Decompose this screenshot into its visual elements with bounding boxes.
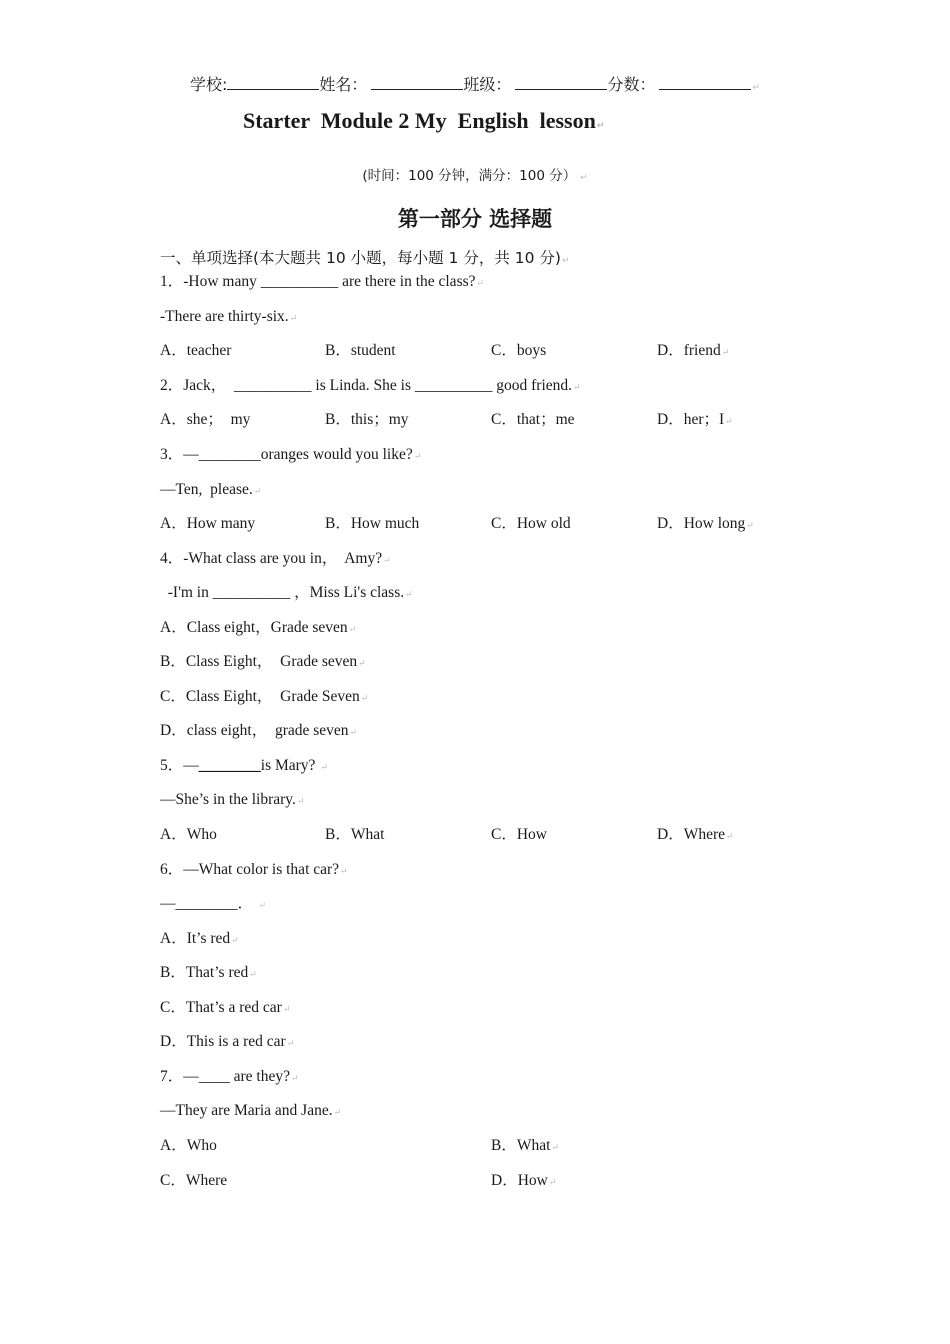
question-2-option-b[interactable]: B．this；my (325, 411, 409, 428)
question-2-option-c[interactable]: C．that；me (491, 411, 575, 428)
question-2-option-d[interactable]: D．her；I↵ (657, 411, 733, 428)
question-7-answer-line: —They are Maria and Jane.↵ (160, 1102, 342, 1119)
question-7-stem: 7．—____ are they?↵ (160, 1068, 299, 1085)
score-label: 分数： (607, 75, 656, 94)
question-4-option-c[interactable]: C．Class Eight， Grade Seven↵ (160, 688, 369, 705)
time-note: (时间：100 分钟，满分：100 分） ↵ (362, 168, 588, 184)
question-1-option-c[interactable]: C．boys (491, 342, 547, 359)
question-3-option-a[interactable]: A．How many (160, 515, 256, 532)
question-3-stem: 3．—________oranges would you like?↵ (160, 446, 422, 463)
question-4-stem: 4．-What class are you in， Amy?↵ (160, 550, 391, 567)
question-5-option-a[interactable]: A．Who (160, 826, 217, 843)
question-3-option-b[interactable]: B．How much (325, 515, 420, 532)
question-3-option-d[interactable]: D．How long↵ (657, 515, 754, 532)
question-3-option-c[interactable]: C．How old (491, 515, 571, 532)
question-5-blank: ________ (198, 757, 261, 774)
question-1-option-d[interactable]: D．friend↵ (657, 342, 730, 359)
question-6-option-c[interactable]: C．That’s a red car↵ (160, 999, 291, 1016)
question-7-option-c[interactable]: C．Where (160, 1172, 228, 1189)
school-label: 学校: (190, 75, 228, 94)
name-blank[interactable] (371, 77, 463, 90)
question-1-stem: 1．-How many __________ are there in the class?↵ (160, 273, 485, 290)
question-4-option-d[interactable]: D．class eight， grade seven↵ (160, 722, 358, 739)
question-4-option-b[interactable]: B．Class Eight， Grade seven↵ (160, 653, 366, 670)
question-4-option-a[interactable]: A．Class eight，Grade seven↵ (160, 619, 357, 636)
question-7-option-d[interactable]: D．How↵ (491, 1172, 557, 1189)
question-2-option-a[interactable]: A．she； my (160, 411, 251, 428)
question-4-answer-line: -I'm in __________ ，Miss Li's class.↵ (160, 584, 413, 601)
question-5-stem: 5．—________is Mary? ↵ (160, 757, 328, 774)
question-2-stem: 2．Jack， __________ is Linda. She is __________ good friend.↵ (160, 377, 581, 394)
question-1-option-a[interactable]: A．teacher (160, 342, 232, 359)
question-5-option-c[interactable]: C．How (491, 826, 547, 843)
question-5-option-d[interactable]: D．Where↵ (657, 826, 734, 843)
question-6-option-a[interactable]: A．It’s red↵ (160, 930, 239, 947)
question-6-option-d[interactable]: D．This is a red car↵ (160, 1033, 295, 1050)
question-1-answer-line: -There are thirty-six.↵ (160, 308, 298, 325)
student-info-line: 学校: 姓名： 班级： 分数： ↵ (190, 75, 760, 94)
page-title: Starter Module 2 My English lesson↵ (243, 108, 605, 133)
question-6-stem: 6．—What color is that car?↵ (160, 861, 348, 878)
section-title: 一、单项选择(本大题共 10 小题，每小题 1 分，共 10 分)↵ (160, 249, 570, 267)
question-3-answer-line: —Ten, please.↵ (160, 481, 262, 498)
question-5-answer-line: —She’s in the library.↵ (160, 791, 305, 808)
school-blank[interactable] (227, 77, 319, 90)
part-title: 第一部分 选择题 (397, 207, 553, 231)
question-1-option-b[interactable]: B．student (325, 342, 396, 359)
question-6-answer-line: —________． ↵ (160, 895, 267, 912)
question-7-option-a[interactable]: A．Who (160, 1137, 217, 1154)
class-label: 班级： (463, 75, 512, 94)
question-6-option-b[interactable]: B．That’s red↵ (160, 964, 257, 981)
question-7-option-b[interactable]: B．What↵ (491, 1137, 559, 1154)
name-label: 姓名： (319, 75, 368, 94)
class-blank[interactable] (515, 77, 607, 90)
score-blank[interactable] (659, 77, 751, 90)
question-5-option-b[interactable]: B．What (325, 826, 385, 843)
